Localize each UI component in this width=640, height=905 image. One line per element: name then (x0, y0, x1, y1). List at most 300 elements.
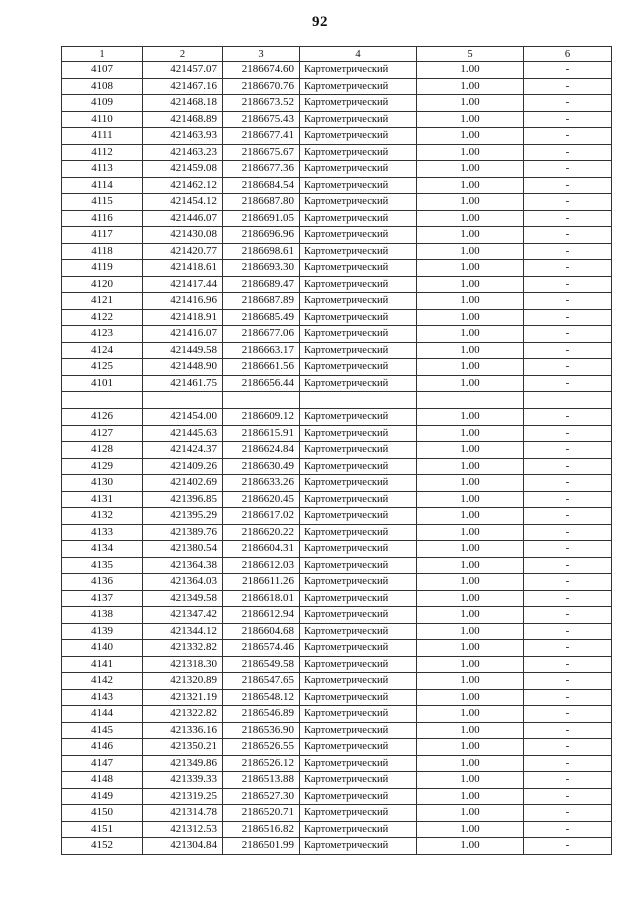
cell-method: Картометрический (300, 442, 417, 459)
cell-note: - (524, 326, 612, 343)
cell-coord-x: 421449.58 (143, 342, 223, 359)
cell-coord-y: 2186675.67 (223, 144, 300, 161)
cell-method: Картометрический (300, 574, 417, 591)
cell-method: Картометрический (300, 309, 417, 326)
cell-coord-x: 421454.00 (143, 409, 223, 426)
cell-accuracy: 1.00 (417, 557, 524, 574)
cell-coord-y: 2186546.89 (223, 706, 300, 723)
table-header (62, 47, 612, 62)
cell-coord-y: 2186526.12 (223, 755, 300, 772)
cell-method: Картометрический (300, 590, 417, 607)
cell-coord-y: 2186536.90 (223, 722, 300, 739)
cell-point-number: 4146 (62, 739, 143, 756)
cell-coord-y: 2186677.36 (223, 161, 300, 178)
cell-method: Картометрический (300, 243, 417, 260)
cell-method: Картометрический (300, 722, 417, 739)
cell-coord-y: 2186548.12 (223, 689, 300, 706)
cell-point-number: 4135 (62, 557, 143, 574)
cell-coord-x: 421420.77 (143, 243, 223, 260)
cell-method: Картометрический (300, 475, 417, 492)
cell-coord-x: 421409.26 (143, 458, 223, 475)
cell-note: - (524, 590, 612, 607)
cell-method: Картометрический (300, 623, 417, 640)
cell-note: - (524, 409, 612, 426)
cell-method: Картометрический (300, 607, 417, 624)
cell-coord-x: 421339.33 (143, 772, 223, 789)
cell-coord-y: 2186684.54 (223, 177, 300, 194)
cell-accuracy: 1.00 (417, 227, 524, 244)
cell-method: Картометрический (300, 78, 417, 95)
table-row (62, 409, 612, 426)
cell-note: - (524, 838, 612, 855)
cell-method: Картометрический (300, 491, 417, 508)
cell-note: - (524, 177, 612, 194)
page-number: 92 (312, 14, 328, 30)
table-row (62, 62, 612, 79)
cell-method: Картометрический (300, 95, 417, 112)
cell-accuracy (417, 392, 524, 409)
cell-note: - (524, 260, 612, 277)
cell-note: - (524, 95, 612, 112)
cell-method: Картометрический (300, 128, 417, 145)
cell-accuracy: 1.00 (417, 144, 524, 161)
cell-coord-y: 2186673.52 (223, 95, 300, 112)
cell-coord-y: 2186526.55 (223, 739, 300, 756)
cell-method: Картометрический (300, 144, 417, 161)
cell-point-number: 4134 (62, 541, 143, 558)
header-col-4: 4 (300, 47, 417, 62)
cell-method: Картометрический (300, 342, 417, 359)
cell-coord-x: 421364.03 (143, 574, 223, 591)
cell-note: - (524, 706, 612, 723)
cell-coord-x: 421445.63 (143, 425, 223, 442)
cell-method: Картометрический (300, 640, 417, 657)
cell-coord-x: 421349.86 (143, 755, 223, 772)
cell-coord-y: 2186687.80 (223, 194, 300, 211)
coordinates-table (61, 46, 612, 855)
cell-accuracy: 1.00 (417, 342, 524, 359)
table-row (62, 607, 612, 624)
cell-note: - (524, 673, 612, 690)
table-row (62, 95, 612, 112)
cell-point-number: 4140 (62, 640, 143, 657)
cell-accuracy: 1.00 (417, 491, 524, 508)
cell-coord-y: 2186604.68 (223, 623, 300, 640)
cell-method: Картометрический (300, 375, 417, 392)
cell-coord-y: 2186612.03 (223, 557, 300, 574)
cell-method: Картометрический (300, 458, 417, 475)
cell-accuracy: 1.00 (417, 62, 524, 79)
cell-note: - (524, 541, 612, 558)
cell-method: Картометрический (300, 177, 417, 194)
cell-method: Картометрический (300, 821, 417, 838)
cell-point-number: 4111 (62, 128, 143, 145)
table-row (62, 524, 612, 541)
cell-coord-x: 421322.82 (143, 706, 223, 723)
table-row (62, 276, 612, 293)
cell-accuracy: 1.00 (417, 607, 524, 624)
cell-accuracy: 1.00 (417, 805, 524, 822)
cell-method: Картометрический (300, 739, 417, 756)
table-row (62, 144, 612, 161)
cell-accuracy: 1.00 (417, 260, 524, 277)
cell-accuracy: 1.00 (417, 309, 524, 326)
cell-note: - (524, 309, 612, 326)
cell-coord-x: 421418.61 (143, 260, 223, 277)
table-row (62, 425, 612, 442)
cell-method: Картометрический (300, 788, 417, 805)
cell-method: Картометрический (300, 409, 417, 426)
cell-method: Картометрический (300, 210, 417, 227)
table-row (62, 359, 612, 376)
cell-accuracy: 1.00 (417, 458, 524, 475)
cell-accuracy: 1.00 (417, 243, 524, 260)
cell-note: - (524, 524, 612, 541)
table-row (62, 210, 612, 227)
cell-coord-x: 421396.85 (143, 491, 223, 508)
cell-coord-y: 2186677.41 (223, 128, 300, 145)
cell-point-number: 4141 (62, 656, 143, 673)
cell-coord-y: 2186609.12 (223, 409, 300, 426)
cell-coord-x: 421461.75 (143, 375, 223, 392)
cell-method: Картометрический (300, 194, 417, 211)
cell-accuracy: 1.00 (417, 838, 524, 855)
cell-coord-y: 2186620.45 (223, 491, 300, 508)
cell-coord-y: 2186618.01 (223, 590, 300, 607)
cell-coord-x: 421319.25 (143, 788, 223, 805)
table-row (62, 194, 612, 211)
cell-accuracy: 1.00 (417, 359, 524, 376)
cell-point-number: 4125 (62, 359, 143, 376)
table-row (62, 458, 612, 475)
cell-coord-x (143, 392, 223, 409)
cell-coord-x: 421350.21 (143, 739, 223, 756)
header-col-1: 1 (62, 47, 143, 62)
cell-coord-y: 2186630.49 (223, 458, 300, 475)
cell-coord-x: 421314.78 (143, 805, 223, 822)
cell-accuracy: 1.00 (417, 623, 524, 640)
cell-coord-y: 2186549.58 (223, 656, 300, 673)
cell-method: Картометрический (300, 772, 417, 789)
cell-coord-y: 2186674.60 (223, 62, 300, 79)
cell-accuracy: 1.00 (417, 590, 524, 607)
cell-accuracy: 1.00 (417, 111, 524, 128)
cell-method: Картометрический (300, 541, 417, 558)
cell-note: - (524, 342, 612, 359)
cell-note: - (524, 805, 612, 822)
cell-coord-x: 421424.37 (143, 442, 223, 459)
cell-accuracy: 1.00 (417, 210, 524, 227)
cell-point-number: 4139 (62, 623, 143, 640)
header-col-5: 5 (417, 47, 524, 62)
cell-point-number: 4137 (62, 590, 143, 607)
cell-point-number (62, 392, 143, 409)
table-row (62, 722, 612, 739)
table-row (62, 623, 612, 640)
cell-point-number: 4110 (62, 111, 143, 128)
cell-accuracy: 1.00 (417, 706, 524, 723)
cell-accuracy: 1.00 (417, 640, 524, 657)
cell-point-number: 4115 (62, 194, 143, 211)
cell-method: Картометрический (300, 706, 417, 723)
cell-coord-y: 2186698.61 (223, 243, 300, 260)
cell-point-number: 4131 (62, 491, 143, 508)
cell-coord-y: 2186693.30 (223, 260, 300, 277)
cell-method: Картометрический (300, 557, 417, 574)
table-body (62, 62, 612, 855)
cell-point-number: 4126 (62, 409, 143, 426)
cell-coord-y: 2186661.56 (223, 359, 300, 376)
table-row (62, 821, 612, 838)
cell-note: - (524, 161, 612, 178)
cell-coord-y (223, 392, 300, 409)
table-row (62, 805, 612, 822)
cell-accuracy: 1.00 (417, 442, 524, 459)
table-row (62, 838, 612, 855)
cell-point-number: 4152 (62, 838, 143, 855)
cell-coord-y: 2186633.26 (223, 475, 300, 492)
cell-coord-y: 2186689.47 (223, 276, 300, 293)
table-row (62, 392, 612, 409)
cell-accuracy: 1.00 (417, 574, 524, 591)
cell-method: Картометрический (300, 111, 417, 128)
cell-accuracy: 1.00 (417, 656, 524, 673)
cell-coord-y: 2186675.43 (223, 111, 300, 128)
header-col-3: 3 (223, 47, 300, 62)
cell-note: - (524, 607, 612, 624)
cell-note: - (524, 722, 612, 739)
cell-accuracy: 1.00 (417, 772, 524, 789)
header-col-2: 2 (143, 47, 223, 62)
cell-note: - (524, 656, 612, 673)
table-row (62, 772, 612, 789)
cell-method: Картометрический (300, 689, 417, 706)
cell-method: Картометрический (300, 656, 417, 673)
cell-point-number: 4119 (62, 260, 143, 277)
cell-note: - (524, 128, 612, 145)
cell-point-number: 4129 (62, 458, 143, 475)
cell-coord-x: 421468.18 (143, 95, 223, 112)
cell-coord-x: 421364.38 (143, 557, 223, 574)
cell-coord-x: 421389.76 (143, 524, 223, 541)
cell-coord-y: 2186513.88 (223, 772, 300, 789)
table-row (62, 491, 612, 508)
table-row (62, 326, 612, 343)
cell-point-number: 4132 (62, 508, 143, 525)
cell-note: - (524, 508, 612, 525)
cell-note: - (524, 227, 612, 244)
table-row (62, 243, 612, 260)
table-row (62, 590, 612, 607)
cell-point-number: 4123 (62, 326, 143, 343)
cell-note: - (524, 739, 612, 756)
cell-coord-x: 421459.08 (143, 161, 223, 178)
cell-coord-x: 421463.93 (143, 128, 223, 145)
cell-point-number: 4127 (62, 425, 143, 442)
cell-note: - (524, 640, 612, 657)
table-row (62, 161, 612, 178)
cell-accuracy: 1.00 (417, 755, 524, 772)
cell-accuracy: 1.00 (417, 326, 524, 343)
cell-coord-x: 421416.96 (143, 293, 223, 310)
cell-coord-x: 421332.82 (143, 640, 223, 657)
cell-accuracy: 1.00 (417, 541, 524, 558)
cell-coord-x: 421402.69 (143, 475, 223, 492)
cell-coord-y: 2186520.71 (223, 805, 300, 822)
cell-accuracy: 1.00 (417, 508, 524, 525)
cell-accuracy: 1.00 (417, 425, 524, 442)
cell-note: - (524, 442, 612, 459)
cell-coord-x: 421448.90 (143, 359, 223, 376)
cell-coord-y: 2186656.44 (223, 375, 300, 392)
cell-coord-x: 421462.12 (143, 177, 223, 194)
cell-coord-y: 2186516.82 (223, 821, 300, 838)
cell-note: - (524, 78, 612, 95)
cell-note (524, 392, 612, 409)
cell-coord-y: 2186527.30 (223, 788, 300, 805)
cell-coord-y: 2186617.02 (223, 508, 300, 525)
cell-point-number: 4107 (62, 62, 143, 79)
cell-coord-x: 421468.89 (143, 111, 223, 128)
cell-note: - (524, 194, 612, 211)
cell-note: - (524, 243, 612, 260)
table-row (62, 739, 612, 756)
cell-coord-x: 421463.23 (143, 144, 223, 161)
cell-accuracy: 1.00 (417, 95, 524, 112)
table-row (62, 177, 612, 194)
cell-coord-x: 421395.29 (143, 508, 223, 525)
header-col-6: 6 (524, 47, 612, 62)
cell-point-number: 4109 (62, 95, 143, 112)
table-row (62, 111, 612, 128)
cell-note: - (524, 623, 612, 640)
cell-accuracy: 1.00 (417, 673, 524, 690)
cell-coord-x: 421417.44 (143, 276, 223, 293)
cell-accuracy: 1.00 (417, 722, 524, 739)
cell-coord-y: 2186696.96 (223, 227, 300, 244)
cell-coord-y: 2186670.76 (223, 78, 300, 95)
cell-point-number: 4136 (62, 574, 143, 591)
cell-note: - (524, 821, 612, 838)
cell-method: Картометрический (300, 755, 417, 772)
cell-coord-x: 421430.08 (143, 227, 223, 244)
cell-note: - (524, 574, 612, 591)
cell-point-number: 4147 (62, 755, 143, 772)
cell-note: - (524, 689, 612, 706)
cell-point-number: 4149 (62, 788, 143, 805)
table-row (62, 442, 612, 459)
cell-point-number: 4124 (62, 342, 143, 359)
cell-coord-x: 421418.91 (143, 309, 223, 326)
cell-point-number: 4120 (62, 276, 143, 293)
cell-method: Картометрический (300, 524, 417, 541)
cell-point-number: 4150 (62, 805, 143, 822)
cell-coord-x: 421416.07 (143, 326, 223, 343)
cell-point-number: 4130 (62, 475, 143, 492)
cell-point-number: 4142 (62, 673, 143, 690)
cell-note: - (524, 375, 612, 392)
table-row (62, 309, 612, 326)
cell-method: Картометрический (300, 805, 417, 822)
cell-accuracy: 1.00 (417, 375, 524, 392)
cell-coord-y: 2186547.65 (223, 673, 300, 690)
table-row (62, 656, 612, 673)
table-row (62, 706, 612, 723)
cell-note: - (524, 475, 612, 492)
cell-coord-y: 2186611.26 (223, 574, 300, 591)
cell-note: - (524, 772, 612, 789)
cell-coord-y: 2186687.89 (223, 293, 300, 310)
cell-coord-y: 2186677.06 (223, 326, 300, 343)
cell-accuracy: 1.00 (417, 689, 524, 706)
table-row (62, 342, 612, 359)
cell-coord-x: 421344.12 (143, 623, 223, 640)
cell-note: - (524, 111, 612, 128)
cell-coord-x: 421347.42 (143, 607, 223, 624)
cell-point-number: 4108 (62, 78, 143, 95)
cell-coord-y: 2186501.99 (223, 838, 300, 855)
cell-accuracy: 1.00 (417, 276, 524, 293)
cell-point-number: 4143 (62, 689, 143, 706)
cell-method: Картометрический (300, 227, 417, 244)
cell-accuracy: 1.00 (417, 409, 524, 426)
cell-note: - (524, 144, 612, 161)
cell-coord-x: 421304.84 (143, 838, 223, 855)
cell-accuracy: 1.00 (417, 475, 524, 492)
table-row (62, 260, 612, 277)
cell-point-number: 4151 (62, 821, 143, 838)
cell-point-number: 4118 (62, 243, 143, 260)
table-row (62, 293, 612, 310)
table-row (62, 375, 612, 392)
cell-coord-y: 2186624.84 (223, 442, 300, 459)
cell-method: Картометрический (300, 508, 417, 525)
cell-point-number: 4138 (62, 607, 143, 624)
cell-method: Картометрический (300, 276, 417, 293)
table-row (62, 640, 612, 657)
cell-point-number: 4121 (62, 293, 143, 310)
cell-coord-x: 421321.19 (143, 689, 223, 706)
cell-coord-y: 2186604.31 (223, 541, 300, 558)
cell-note: - (524, 293, 612, 310)
cell-accuracy: 1.00 (417, 524, 524, 541)
cell-coord-y: 2186663.17 (223, 342, 300, 359)
cell-method: Картометрический (300, 62, 417, 79)
cell-method: Картометрический (300, 425, 417, 442)
table-row (62, 557, 612, 574)
cell-accuracy: 1.00 (417, 78, 524, 95)
cell-coord-x: 421336.16 (143, 722, 223, 739)
table-row (62, 541, 612, 558)
cell-point-number: 4128 (62, 442, 143, 459)
cell-note: - (524, 210, 612, 227)
cell-accuracy: 1.00 (417, 788, 524, 805)
cell-accuracy: 1.00 (417, 821, 524, 838)
cell-method: Картометрический (300, 260, 417, 277)
table-row (62, 508, 612, 525)
cell-accuracy: 1.00 (417, 177, 524, 194)
cell-point-number: 4133 (62, 524, 143, 541)
cell-note: - (524, 557, 612, 574)
cell-coord-x: 421320.89 (143, 673, 223, 690)
table-row (62, 78, 612, 95)
cell-point-number: 4144 (62, 706, 143, 723)
table-row (62, 574, 612, 591)
cell-accuracy: 1.00 (417, 293, 524, 310)
cell-method: Картометрический (300, 838, 417, 855)
cell-note: - (524, 788, 612, 805)
cell-coord-y: 2186612.94 (223, 607, 300, 624)
